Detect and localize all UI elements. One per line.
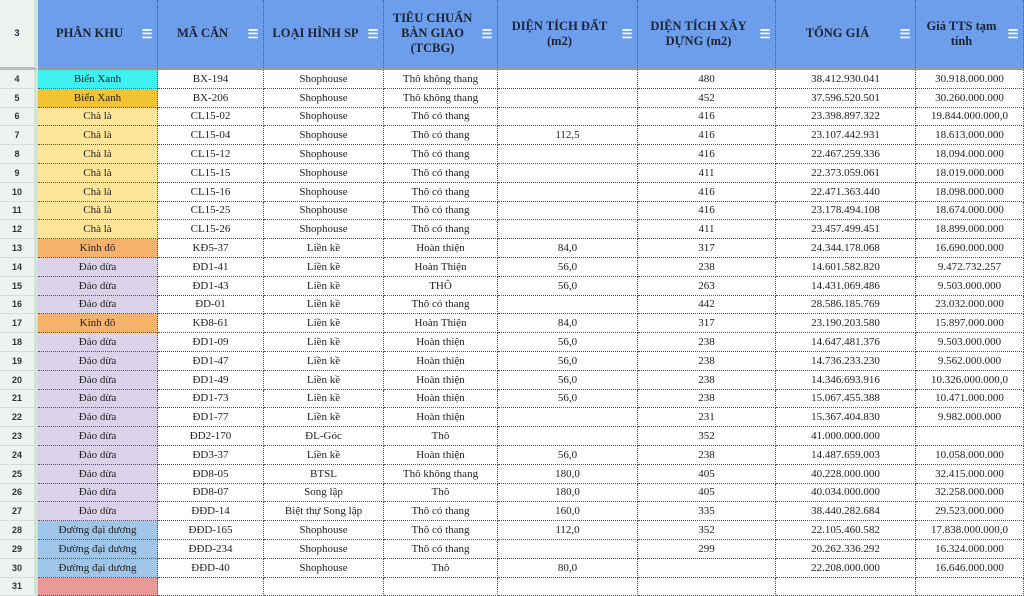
cell-zone[interactable]: Chà là (38, 145, 158, 164)
table-row (0, 484, 1024, 503)
column-header-build-area[interactable]: DIỆN TÍCH XÂY DỰNG (m2) ☰ (638, 0, 776, 70)
cell-tts-price[interactable]: 18.899.000.000 (916, 220, 1024, 239)
cell-total-price[interactable]: 28.586.185.769 (776, 296, 916, 315)
cell-tts-price[interactable]: 17.838.000.000,0 (916, 521, 1024, 540)
cell-standard[interactable]: Hoàn thiện (384, 239, 498, 258)
cell-standard[interactable]: Hoàn Thiện (384, 314, 498, 333)
cell-build-area[interactable]: 238 (638, 258, 776, 277)
cell-land-area[interactable]: 56,0 (498, 277, 638, 296)
cell-zone[interactable]: Đường đại dương (38, 559, 158, 578)
cell-zone[interactable]: Đảo dừa (38, 371, 158, 390)
cell-total-price[interactable]: 23.457.499.451 (776, 220, 916, 239)
cell-tts-price[interactable]: 16.646.000.000 (916, 559, 1024, 578)
row-number[interactable]: 5 (0, 89, 38, 108)
table-row (0, 465, 1024, 484)
cell-land-area[interactable] (498, 408, 638, 427)
row-number[interactable]: 9 (0, 164, 38, 183)
cell-standard[interactable]: Thô (384, 427, 498, 446)
filter-icon[interactable]: ☰ (481, 26, 493, 41)
cell-tts-price[interactable]: 16.324.000.000 (916, 540, 1024, 559)
cell-type[interactable]: ĐL-Góc (264, 427, 384, 446)
cell-type[interactable]: Liền kề (264, 371, 384, 390)
cell-standard[interactable]: Hoàn thiện (384, 390, 498, 409)
cell-tts-price[interactable] (916, 427, 1024, 446)
cell-land-area[interactable] (498, 220, 638, 239)
row-number[interactable]: 18 (0, 333, 38, 352)
filter-icon[interactable]: ☰ (759, 26, 771, 41)
cell-standard[interactable]: Thô không thang (384, 70, 498, 89)
table-row (0, 427, 1024, 446)
filter-icon[interactable]: ☰ (247, 26, 259, 41)
cell-tts-price[interactable]: 30.260.000.000 (916, 89, 1024, 108)
cell-code[interactable]: KĐ8-61 (158, 314, 264, 333)
cell-land-area[interactable]: 80,0 (498, 559, 638, 578)
cell-code[interactable]: CL15-25 (158, 202, 264, 221)
cell-code[interactable]: ĐĐD-234 (158, 540, 264, 559)
row-number[interactable]: 16 (0, 296, 38, 315)
table-row (0, 578, 1024, 596)
cell-tts-price[interactable]: 9.503.000.000 (916, 277, 1024, 296)
table-row (0, 559, 1024, 578)
cell-type[interactable]: Liền kề (264, 446, 384, 465)
cell-land-area[interactable]: 112,5 (498, 126, 638, 145)
table-row (0, 258, 1024, 277)
cell-tts-price[interactable]: 32.258.000.000 (916, 484, 1024, 503)
row-number[interactable]: 24 (0, 446, 38, 465)
cell-build-area[interactable]: 238 (638, 390, 776, 409)
cell-type[interactable]: Shophouse (264, 126, 384, 145)
cell-standard[interactable]: Thô có thang (384, 108, 498, 127)
cell-land-area[interactable] (498, 145, 638, 164)
cell-zone[interactable]: Chà là (38, 126, 158, 145)
row-number[interactable]: 6 (0, 108, 38, 127)
cell-total-price[interactable]: 14.736.233.230 (776, 352, 916, 371)
table-row (0, 277, 1024, 296)
cell-standard[interactable]: Thô có thang (384, 164, 498, 183)
cell-type[interactable]: Shophouse (264, 183, 384, 202)
cell-build-area[interactable]: 442 (638, 296, 776, 315)
cell-tts-price[interactable]: 32.415.000.000 (916, 465, 1024, 484)
cell-standard[interactable]: Thô (384, 484, 498, 503)
cell-standard[interactable]: Thô có thang (384, 296, 498, 315)
table-row (0, 390, 1024, 409)
cell-standard[interactable]: Thô có thang (384, 145, 498, 164)
cell-zone[interactable]: Đảo dừa (38, 484, 158, 503)
cell-code[interactable]: CL15-15 (158, 164, 264, 183)
cell-type[interactable]: Liền kề (264, 239, 384, 258)
table-body (0, 70, 1024, 596)
table-row (0, 108, 1024, 127)
cell-zone[interactable]: Kinh đô (38, 239, 158, 258)
filter-icon[interactable]: ☰ (621, 26, 633, 41)
cell-total-price[interactable]: 22.373.059.061 (776, 164, 916, 183)
table-row (0, 202, 1024, 221)
cell-tts-price[interactable]: 15.897.000.000 (916, 314, 1024, 333)
row-number[interactable]: 19 (0, 352, 38, 371)
cell-land-area[interactable] (498, 89, 638, 108)
cell-build-area[interactable]: 238 (638, 333, 776, 352)
cell-build-area[interactable]: 231 (638, 408, 776, 427)
row-number[interactable]: 10 (0, 183, 38, 202)
cell-type[interactable]: Liền kề (264, 352, 384, 371)
cell-type[interactable]: Liền kề (264, 277, 384, 296)
cell-code[interactable]: ĐD1-77 (158, 408, 264, 427)
cell-standard[interactable]: Thô (384, 559, 498, 578)
cell-code[interactable]: ĐD-01 (158, 296, 264, 315)
cell-code[interactable]: CL15-16 (158, 183, 264, 202)
cell-total-price[interactable]: 14.601.582.820 (776, 258, 916, 277)
table-row (0, 164, 1024, 183)
cell-standard[interactable]: THÔ (384, 277, 498, 296)
cell-standard[interactable]: Thô không thang (384, 89, 498, 108)
cell-build-area[interactable]: 317 (638, 239, 776, 258)
table-row (0, 314, 1024, 333)
table-row (0, 145, 1024, 164)
cell-total-price[interactable]: 15.367.404.830 (776, 408, 916, 427)
cell-land-area[interactable]: 180,0 (498, 465, 638, 484)
column-header-total-price[interactable]: TỔNG GIÁ ☰ (776, 0, 916, 70)
cell-total-price[interactable]: 24.344.178.068 (776, 239, 916, 258)
cell-code[interactable]: KĐ5-37 (158, 239, 264, 258)
cell-land-area[interactable]: 56,0 (498, 371, 638, 390)
row-number[interactable]: 4 (0, 70, 38, 89)
cell-type[interactable]: Shophouse (264, 70, 384, 89)
cell-land-area[interactable] (498, 427, 638, 446)
cell-build-area[interactable]: 411 (638, 164, 776, 183)
cell-code[interactable]: CL15-04 (158, 126, 264, 145)
table-row (0, 126, 1024, 145)
cell-build-area[interactable]: 411 (638, 220, 776, 239)
row-number[interactable]: 31 (0, 578, 38, 596)
cell-zone[interactable]: Chà là (38, 202, 158, 221)
cell-land-area[interactable] (498, 183, 638, 202)
table-row (0, 371, 1024, 390)
cell-code[interactable]: BX-206 (158, 89, 264, 108)
cell-zone[interactable] (38, 578, 158, 596)
cell-total-price[interactable]: 23.398.897.322 (776, 108, 916, 127)
cell-land-area[interactable]: 180,0 (498, 484, 638, 503)
cell-total-price[interactable]: 14.647.481.376 (776, 333, 916, 352)
cell-total-price[interactable]: 40.034.000.000 (776, 484, 916, 503)
cell-tts-price[interactable]: 10.058.000.000 (916, 446, 1024, 465)
cell-land-area[interactable]: 84,0 (498, 239, 638, 258)
column-header-land-area[interactable]: DIỆN TÍCH ĐẤT (m2) ☰ (498, 0, 638, 70)
cell-land-area[interactable] (498, 108, 638, 127)
cell-total-price[interactable]: 22.208.000.000 (776, 559, 916, 578)
cell-code[interactable]: ĐD1-41 (158, 258, 264, 277)
cell-code[interactable]: CL15-12 (158, 145, 264, 164)
cell-code[interactable] (158, 578, 264, 596)
row-number[interactable]: 30 (0, 559, 38, 578)
cell-zone[interactable]: Đảo dừa (38, 277, 158, 296)
cell-standard[interactable]: Hoàn thiện (384, 352, 498, 371)
cell-land-area[interactable] (498, 70, 638, 89)
cell-zone[interactable]: Đảo dừa (38, 465, 158, 484)
cell-zone[interactable]: Đảo dừa (38, 390, 158, 409)
cell-land-area[interactable]: 84,0 (498, 314, 638, 333)
table-row (0, 239, 1024, 258)
cell-build-area[interactable]: 405 (638, 465, 776, 484)
cell-standard[interactable]: Hoàn thiện (384, 333, 498, 352)
cell-total-price[interactable]: 37.596.520.501 (776, 89, 916, 108)
cell-type[interactable]: Liền kề (264, 390, 384, 409)
cell-type[interactable]: Liền kề (264, 258, 384, 277)
cell-tts-price[interactable]: 10.471.000.000 (916, 390, 1024, 409)
column-header-code[interactable]: MÃ CĂN ☰ (158, 0, 264, 70)
cell-tts-price[interactable] (916, 578, 1024, 596)
cell-tts-price[interactable]: 18.094.000.000 (916, 145, 1024, 164)
row-number[interactable]: 15 (0, 277, 38, 296)
cell-build-area[interactable]: 416 (638, 145, 776, 164)
cell-zone[interactable]: Biển Xanh (38, 70, 158, 89)
cell-land-area[interactable] (498, 202, 638, 221)
filter-icon[interactable]: ☰ (899, 26, 911, 41)
cell-total-price[interactable]: 41.000.000.000 (776, 427, 916, 446)
cell-type[interactable]: Liền kề (264, 333, 384, 352)
table-row (0, 521, 1024, 540)
cell-standard[interactable]: Thô có thang (384, 521, 498, 540)
cell-total-price[interactable]: 20.262.336.292 (776, 540, 916, 559)
cell-build-area[interactable]: 352 (638, 521, 776, 540)
cell-build-area[interactable]: 352 (638, 427, 776, 446)
cell-standard[interactable]: Hoàn thiện (384, 408, 498, 427)
cell-build-area[interactable]: 335 (638, 502, 776, 521)
cell-zone[interactable]: Đảo dừa (38, 408, 158, 427)
cell-standard[interactable]: Thô có thang (384, 202, 498, 221)
cell-standard[interactable]: Hoàn thiện (384, 446, 498, 465)
cell-tts-price[interactable]: 29.523.000.000 (916, 502, 1024, 521)
cell-tts-price[interactable]: 9.562.000.000 (916, 352, 1024, 371)
filter-icon[interactable]: ☰ (141, 26, 153, 41)
cell-standard[interactable]: Thô có thang (384, 502, 498, 521)
cell-build-area[interactable]: 480 (638, 70, 776, 89)
column-header-standard[interactable]: TIÊU CHUẨN BÀN GIAO (TCBG) ☰ (384, 0, 498, 70)
cell-land-area[interactable] (498, 540, 638, 559)
column-header-tts-price[interactable]: Giá TTS tạm tính ☰ (916, 0, 1024, 70)
cell-build-area[interactable]: 405 (638, 484, 776, 503)
cell-tts-price[interactable]: 23.032.000.000 (916, 296, 1024, 315)
cell-total-price[interactable]: 22.471.363.440 (776, 183, 916, 202)
cell-standard[interactable]: Hoàn Thiện (384, 258, 498, 277)
cell-build-area[interactable]: 238 (638, 352, 776, 371)
cell-type[interactable]: Shophouse (264, 202, 384, 221)
row-number[interactable]: 12 (0, 220, 38, 239)
cell-build-area[interactable] (638, 578, 776, 596)
cell-zone[interactable]: Đảo dừa (38, 296, 158, 315)
cell-build-area[interactable] (638, 559, 776, 578)
cell-code[interactable]: ĐĐD-40 (158, 559, 264, 578)
cell-zone[interactable]: Chà là (38, 164, 158, 183)
table-row (0, 540, 1024, 559)
cell-standard[interactable]: Thô có thang (384, 126, 498, 145)
cell-code[interactable]: ĐD1-47 (158, 352, 264, 371)
cell-standard[interactable]: Thô có thang (384, 220, 498, 239)
cell-zone[interactable]: Biển Xanh (38, 89, 158, 108)
table-row (0, 352, 1024, 371)
cell-tts-price[interactable]: 19.844.000.000,0 (916, 108, 1024, 127)
cell-type[interactable]: Shophouse (264, 145, 384, 164)
row-number[interactable]: 17 (0, 314, 38, 333)
table-row (0, 408, 1024, 427)
cell-total-price[interactable] (776, 578, 916, 596)
cell-type[interactable]: Shophouse (264, 164, 384, 183)
cell-zone[interactable]: Đảo dừa (38, 352, 158, 371)
cell-code[interactable]: ĐĐD-14 (158, 502, 264, 521)
filter-icon[interactable]: ☰ (367, 26, 379, 41)
cell-total-price[interactable]: 23.107.442.931 (776, 126, 916, 145)
row-number[interactable]: 3 (0, 0, 38, 70)
cell-build-area[interactable]: 317 (638, 314, 776, 333)
cell-land-area[interactable] (498, 296, 638, 315)
cell-type[interactable]: Shophouse (264, 521, 384, 540)
row-number[interactable]: 27 (0, 502, 38, 521)
cell-tts-price[interactable]: 9.982.000.000 (916, 408, 1024, 427)
cell-tts-price[interactable]: 9.503.000.000 (916, 333, 1024, 352)
header-row (0, 0, 1024, 70)
cell-type[interactable] (264, 578, 384, 596)
row-number[interactable]: 8 (0, 145, 38, 164)
cell-zone[interactable]: Đường đại dương (38, 540, 158, 559)
cell-tts-price[interactable]: 18.098.000.000 (916, 183, 1024, 202)
row-number[interactable]: 20 (0, 371, 38, 390)
row-number[interactable]: 29 (0, 540, 38, 559)
cell-total-price[interactable]: 40.228.000.000 (776, 465, 916, 484)
cell-type[interactable]: Shophouse (264, 559, 384, 578)
cell-type[interactable]: Shophouse (264, 89, 384, 108)
cell-zone[interactable]: Kinh đô (38, 314, 158, 333)
row-number[interactable]: 7 (0, 126, 38, 145)
cell-zone[interactable]: Đảo dừa (38, 258, 158, 277)
cell-tts-price[interactable]: 10.326.000.000,0 (916, 371, 1024, 390)
cell-total-price[interactable]: 23.178.494.108 (776, 202, 916, 221)
cell-standard[interactable] (384, 578, 498, 596)
cell-type[interactable]: Shophouse (264, 108, 384, 127)
cell-code[interactable]: ĐD8-07 (158, 484, 264, 503)
cell-zone[interactable]: Đảo dừa (38, 333, 158, 352)
row-number[interactable]: 22 (0, 408, 38, 427)
cell-code[interactable]: CL15-26 (158, 220, 264, 239)
cell-build-area[interactable]: 238 (638, 371, 776, 390)
cell-build-area[interactable]: 416 (638, 108, 776, 127)
cell-total-price[interactable]: 14.487.659.003 (776, 446, 916, 465)
cell-code[interactable]: BX-194 (158, 70, 264, 89)
row-number[interactable]: 23 (0, 427, 38, 446)
table-row (0, 183, 1024, 202)
cell-zone[interactable]: Chà là (38, 220, 158, 239)
cell-tts-price[interactable]: 18.613.000.000 (916, 126, 1024, 145)
filter-icon[interactable]: ☰ (1007, 26, 1019, 41)
cell-code[interactable]: CL15-02 (158, 108, 264, 127)
table-row (0, 70, 1024, 89)
cell-type[interactable]: Liền kề (264, 296, 384, 315)
cell-standard[interactable]: Thô có thang (384, 540, 498, 559)
cell-build-area[interactable]: 263 (638, 277, 776, 296)
cell-tts-price[interactable]: 16.690.000.000 (916, 239, 1024, 258)
cell-total-price[interactable]: 15.067.455.388 (776, 390, 916, 409)
cell-build-area[interactable]: 452 (638, 89, 776, 108)
cell-land-area[interactable]: 112,0 (498, 521, 638, 540)
cell-standard[interactable]: Thô không thang (384, 465, 498, 484)
cell-type[interactable]: BTSL (264, 465, 384, 484)
cell-tts-price[interactable]: 9.472.732.257 (916, 258, 1024, 277)
cell-total-price[interactable]: 22.467.259.336 (776, 145, 916, 164)
cell-type[interactable]: Biệt thự Song lập (264, 502, 384, 521)
cell-total-price[interactable]: 38.412.930.041 (776, 70, 916, 89)
cell-code[interactable]: ĐD2-170 (158, 427, 264, 446)
cell-type[interactable]: Liền kề (264, 314, 384, 333)
cell-build-area[interactable]: 416 (638, 183, 776, 202)
table-row (0, 89, 1024, 108)
table-row (0, 502, 1024, 521)
cell-land-area[interactable] (498, 164, 638, 183)
cell-land-area[interactable]: 160,0 (498, 502, 638, 521)
column-header-type[interactable]: LOẠI HÌNH SP ☰ (264, 0, 384, 70)
cell-type[interactable]: Liền kề (264, 408, 384, 427)
cell-zone[interactable]: Đảo dừa (38, 502, 158, 521)
cell-code[interactable]: ĐD3-37 (158, 446, 264, 465)
cell-standard[interactable]: Thô có thang (384, 183, 498, 202)
row-number[interactable]: 21 (0, 390, 38, 409)
table-row (0, 446, 1024, 465)
cell-build-area[interactable]: 299 (638, 540, 776, 559)
cell-standard[interactable]: Hoàn thiện (384, 371, 498, 390)
row-number[interactable]: 28 (0, 521, 38, 540)
row-number[interactable]: 13 (0, 239, 38, 258)
cell-zone[interactable]: Chà là (38, 108, 158, 127)
cell-code[interactable]: ĐD1-43 (158, 277, 264, 296)
table-row (0, 333, 1024, 352)
row-number[interactable]: 14 (0, 258, 38, 277)
cell-total-price[interactable]: 14.346.693.916 (776, 371, 916, 390)
cell-type[interactable]: Shophouse (264, 220, 384, 239)
cell-code[interactable]: ĐĐD-165 (158, 521, 264, 540)
table-row (0, 220, 1024, 239)
cell-zone[interactable]: Đường đại dương (38, 521, 158, 540)
row-number[interactable]: 11 (0, 202, 38, 221)
cell-tts-price[interactable]: 18.019.000.000 (916, 164, 1024, 183)
row-number[interactable]: 25 (0, 465, 38, 484)
cell-code[interactable]: ĐD1-73 (158, 390, 264, 409)
table-row (0, 296, 1024, 315)
cell-build-area[interactable]: 238 (638, 446, 776, 465)
cell-zone[interactable]: Đảo dừa (38, 427, 158, 446)
cell-zone[interactable]: Chà là (38, 183, 158, 202)
cell-code[interactable]: ĐD8-05 (158, 465, 264, 484)
cell-land-area[interactable]: 56,0 (498, 258, 638, 277)
cell-land-area[interactable]: 56,0 (498, 333, 638, 352)
cell-tts-price[interactable]: 30.918.000.000 (916, 70, 1024, 89)
cell-type[interactable]: Shophouse (264, 540, 384, 559)
cell-land-area[interactable]: 56,0 (498, 352, 638, 371)
cell-total-price[interactable]: 38.440.282.684 (776, 502, 916, 521)
cell-type[interactable]: Song lập (264, 484, 384, 503)
cell-land-area[interactable]: 56,0 (498, 390, 638, 409)
cell-code[interactable]: ĐD1-09 (158, 333, 264, 352)
cell-land-area[interactable]: 56,0 (498, 446, 638, 465)
cell-land-area[interactable] (498, 578, 638, 596)
cell-zone[interactable]: Đảo dừa (38, 446, 158, 465)
cell-total-price[interactable]: 22.105.460.582 (776, 521, 916, 540)
cell-build-area[interactable]: 416 (638, 202, 776, 221)
row-number[interactable]: 26 (0, 484, 38, 503)
cell-code[interactable]: ĐD1-49 (158, 371, 264, 390)
cell-build-area[interactable]: 416 (638, 126, 776, 145)
cell-total-price[interactable]: 14.431.069.486 (776, 277, 916, 296)
column-header-zone[interactable]: PHÂN KHU ☰ (38, 0, 158, 70)
cell-tts-price[interactable]: 18.674.000.000 (916, 202, 1024, 221)
cell-total-price[interactable]: 23.190.203.580 (776, 314, 916, 333)
